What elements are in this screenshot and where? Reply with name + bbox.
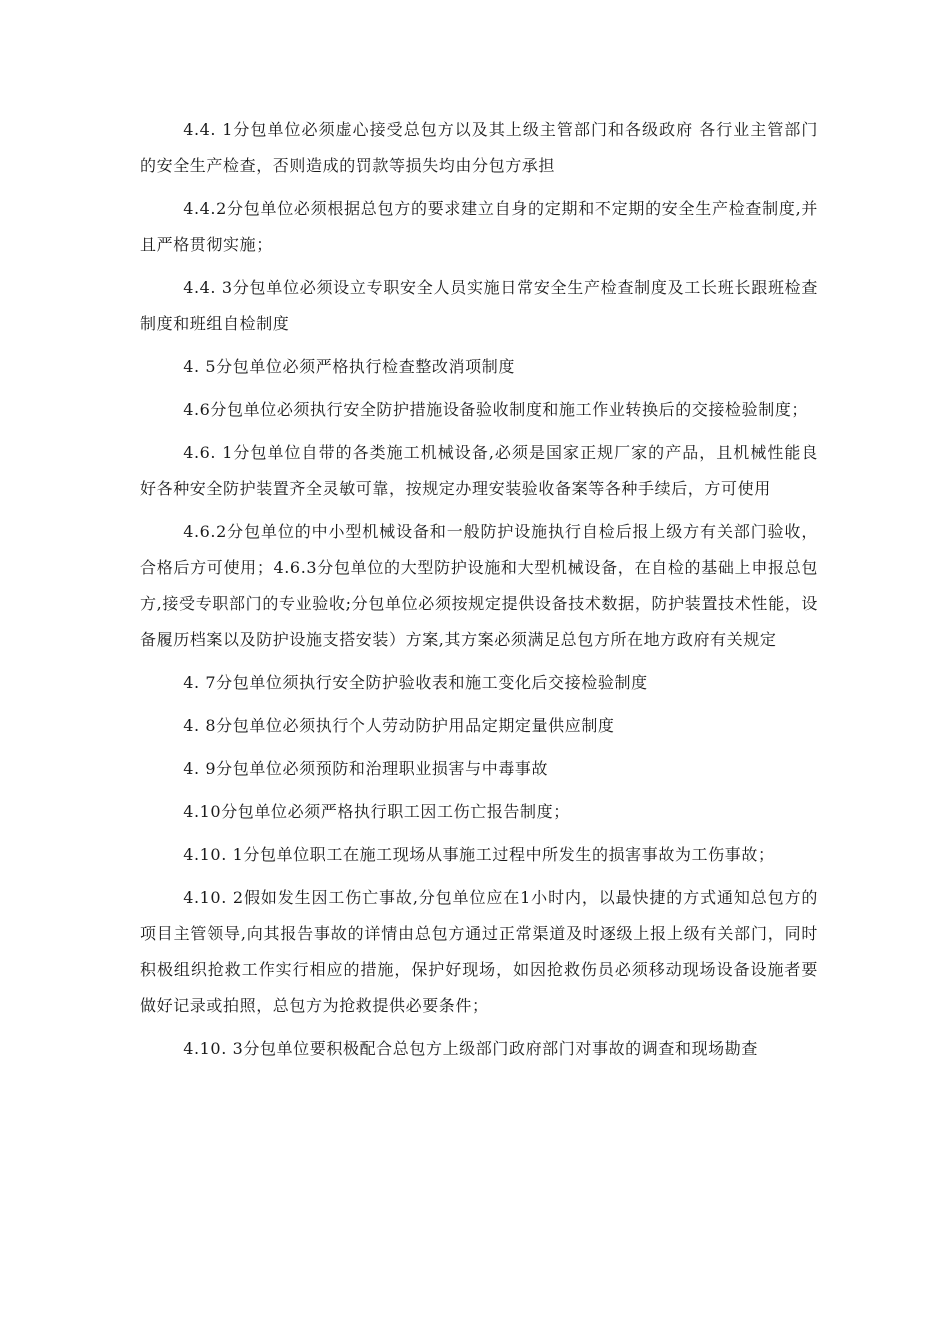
clause-4-10: 4.10分包单位必须严格执行职工因工伤亡报告制度； [183,802,570,821]
document-body [140,112,818,1074]
clause-4-9: 4. 9分包单位必须预防和治理职业损害与中毒事故 [183,759,549,778]
clause-4-7: 4. 7分包单位须执行安全防护验收表和施工变化后交接检验制度 [183,673,648,692]
clause-4-4-3: 4.4. 3分包单位必须设立专职安全人员实施日常安全生产检查制度及工长班长跟班检查制度和班组自检制度 [140,278,818,333]
clause-4-6-1: 4.6. 1分包单位自带的各类施工机械设备,必须是国家正规厂家的产品，且机械性能良好各种安全防护装置齐全灵敏可靠，按规定办理安装验收备案等各种手续后，方可使用 [140,443,818,498]
clause-4-5: 4. 5分包单位必须严格执行检查整改消项制度 [183,357,515,376]
clause-4-8: 4. 8分包单位必须执行个人劳动防护用品定期定量供应制度 [183,716,615,735]
clause-4-10-1: 4.10. 1分包单位职工在施工现场从事施工过程中所发生的损害事故为工伤事故； [183,845,775,864]
clause-4-6: 4.6分包单位必须执行安全防护措施设备验收制度和施工作业转换后的交接检验制度； [183,400,809,419]
clause-4-6-2: 4.6.2分包单位的中小型机械设备和一般防护设施执行自检后报上级方有关部门验收，合格后方可使用；4.6.3分包单位的大型防护设施和大型机械设备，在自检的基础上申报总包方,接受专职部门的专业验收;分包单位必须按规定提供设备技术数据，防护装置技术性能，设备履历档案以及防护设施支搭安装）方案,其方案必须满足总包方所在地方政府有关规定 [140,522,818,649]
clause-4-4-2: 4.4.2分包单位必须根据总包方的要求建立自身的定期和不定期的安全生产检查制度,并且严格贯彻实施； [140,199,818,254]
clause-4-10-2: 4.10. 2假如发生因工伤亡事故,分包单位应在1小时内，以最快捷的方式通知总包方的项目主管领导,向其报告事故的详情由总包方通过正常渠道及时逐级上报上级有关部门，同时积极组织抢救工作实行相应的措施，保护好现场，如因抢救伤员必须移动现场设备设施者要做好记录或拍照，总包方为抢救提供必要条件； [140,888,818,1015]
clause-4-10-3: 4.10. 3分包单位要积极配合总包方上级部门政府部门对事故的调查和现场勘查 [183,1039,758,1058]
clause-4-4-1: 4.4. 1分包单位必须虚心接受总包方以及其上级主管部门和各级政府 各行业主管部门的安全生产检查，否则造成的罚款等损失均由分包方承担 [140,120,818,175]
